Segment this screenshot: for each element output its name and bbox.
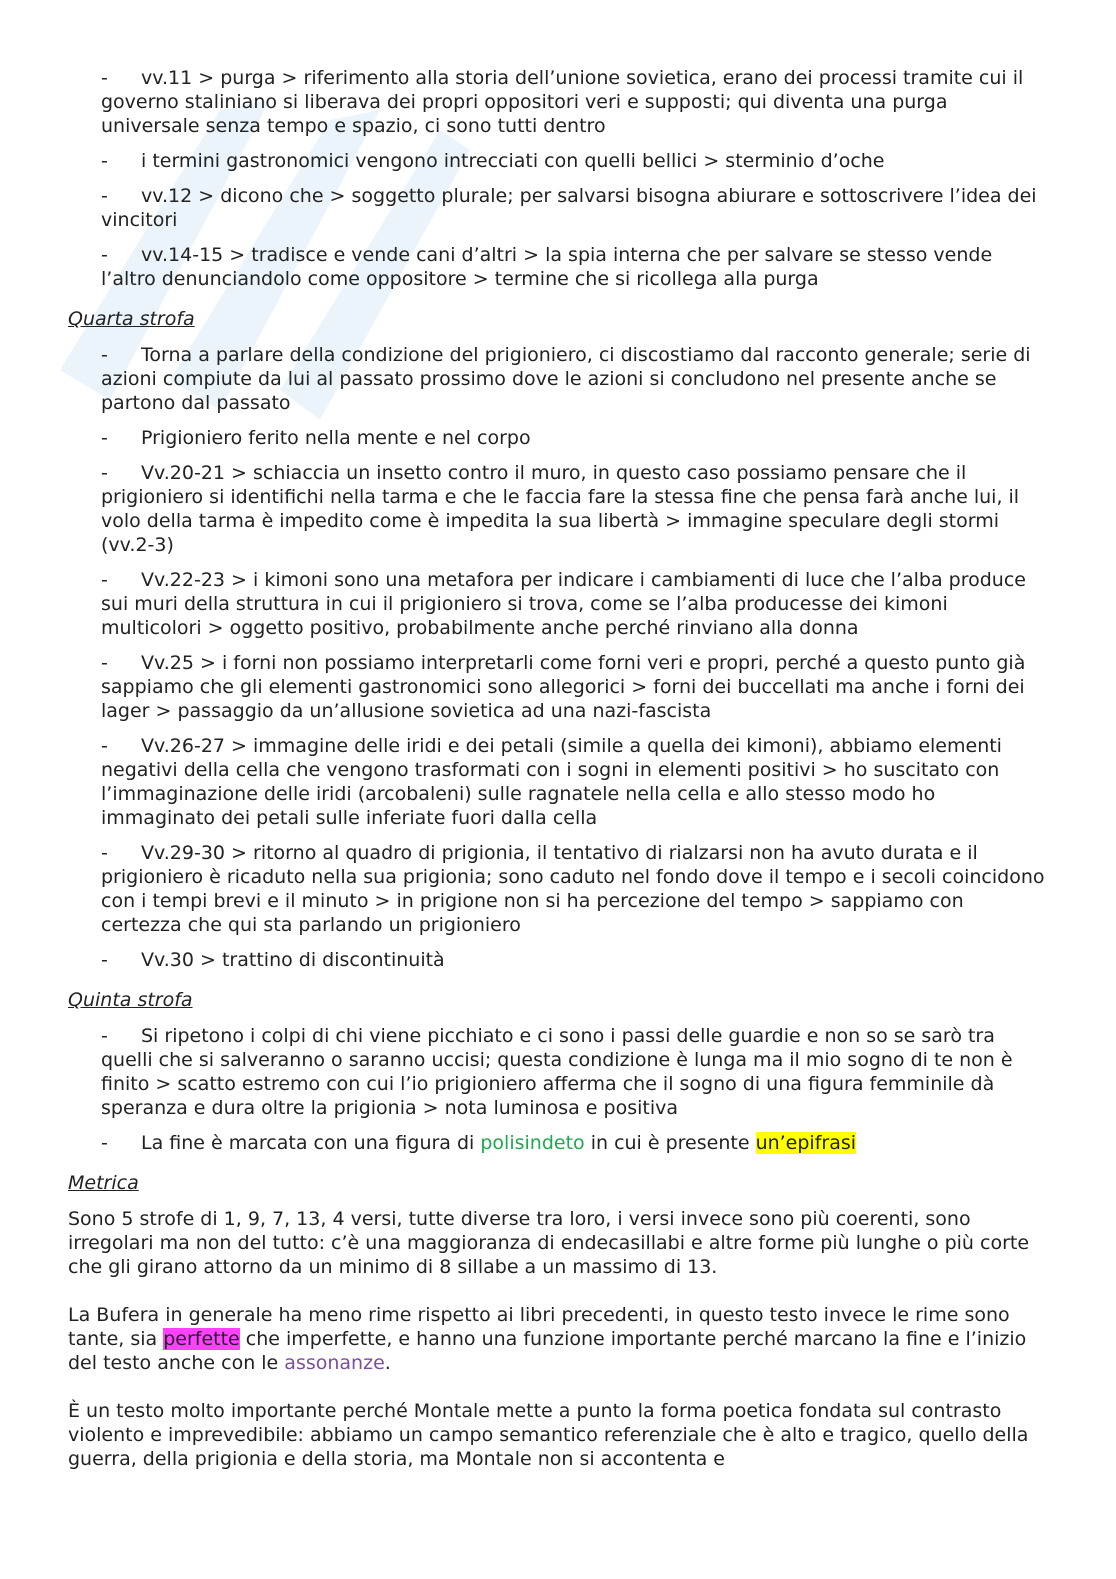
bullet-dash: - [101, 185, 108, 207]
paragraph: È un testo molto importante perché Montale mette a punto la forma poetica fondata sul contrasto violento e imprevedibile: abbiamo un campo semantico referenziale che è alto e tragico, quello della guerra, della prigionia e della storia, ma Montale non si accontenta e [68, 1400, 1029, 1470]
list-item [68, 568, 1048, 640]
list-item-text: vv.14-15 > tradisce e vende cani d’altri > la spia interna che per salvare se stesso vende l’altro denunciandolo come oppositore > termine che si ricollega alla purga [101, 244, 993, 290]
bullet-dash: - [101, 842, 108, 864]
list-item [68, 841, 1048, 937]
paragraph: La Bufera in generale ha meno rime rispetto ai libri precedenti, in questo testo invece le rime sono tante, sia perfette che imperfette, e hanno una funzione importante perché marcano la fine e l’inizio del testo anche con le assonanze. [68, 1304, 1027, 1374]
list-item [68, 343, 1048, 415]
section-heading-quinta-strofa: Quinta strofa [68, 989, 193, 1011]
bullet-dash: - [101, 1132, 108, 1154]
highlight-epifrasi: un’epifrasi [755, 1132, 857, 1154]
list-item-text: Vv.22-23 > i kimoni sono una metafora per indicare i cambiamenti di luce che l’alba produce sui muri della struttura in cui il prigioniero si trova, come se l’alba producesse dei kimoni multicolori > oggetto positivo, probabilmente anche perché rinviano alla donna [101, 569, 1026, 639]
list-item [68, 184, 1048, 232]
list-item-text: Vv.25 > i forni non possiamo interpretarli come forni veri e propri, perché a questo punto già sappiamo che gli elementi gastronomici sono allegorici > forni dei buccellati ma anche i forni dei lager > passaggio da un’allusione sovietica ad una nazi-fascista [101, 652, 1026, 722]
list-item [68, 1131, 1048, 1155]
list-item [68, 66, 1048, 138]
bullet-dash: - [101, 1025, 108, 1047]
list-item-text: Vv.26-27 > immagine delle iridi e dei petali (simile a quella dei kimoni), abbiamo elementi negativi della cella che vengono trasformati con i sogni in elementi positivi > ho suscitato con l’immaginazione delle iridi (arcobaleni) sulle ragnatele nella cella e allo stesso modo ho immaginato dei petali sulle inferiate fuori dalla cella [101, 735, 1002, 829]
bullet-dash: - [101, 150, 108, 172]
paragraph: Sono 5 strofe di 1, 9, 7, 13, 4 versi, tutte diverse tra loro, i versi invece sono più coerenti, sono irregolari ma non del tutto: c’è una maggioranza di endecasillabi e altre forme più lunghe o più corte che gli girano attorno da un minimo di 8 sillabe a un massimo di 13. [68, 1208, 1030, 1278]
bullet-dash: - [101, 949, 108, 971]
bullet-dash: - [101, 244, 108, 266]
highlight-assonanze: assonanze [284, 1352, 385, 1374]
list-item [68, 734, 1048, 830]
bullet-dash: - [101, 427, 108, 449]
bullet-dash: - [101, 569, 108, 591]
section-heading-quarta-strofa: Quarta strofa [68, 308, 195, 330]
list-item [68, 149, 1048, 173]
list-item [68, 651, 1048, 723]
list-item-text: Vv.30 > trattino di discontinuità [141, 949, 445, 971]
bullet-dash: - [101, 344, 108, 366]
list-item-text: vv.11 > purga > riferimento alla storia dell’unione sovietica, erano dei processi tramite cui il governo staliniano si liberava dei propri oppositori veri e supposti; qui diventa una purga universale senza tempo e spazio, ci sono tutti dentro [101, 67, 1024, 137]
section-heading-metrica: Metrica [68, 1172, 139, 1194]
list-item-text: i termini gastronomici vengono intrecciati con quelli bellici > sterminio d’oche [141, 150, 885, 172]
bullet-dash: - [101, 462, 108, 484]
list-item-text: Prigioniero ferito nella mente e nel corpo [141, 427, 531, 449]
list-item [68, 1024, 1048, 1120]
list-item [68, 426, 1048, 450]
list-item-text: vv.12 > dicono che > soggetto plurale; per salvarsi bisogna abiurare e sottoscrivere l’idea dei vincitori [101, 185, 1037, 231]
bullet-dash: - [101, 652, 108, 674]
list-item-text: Torna a parlare della condizione del prigioniero, ci discostiamo dal racconto generale; serie di azioni compiute da lui al passato prossimo dove le azioni si concludono nel presente anche se partono dal passato [101, 344, 1031, 414]
highlight-perfette: perfette [163, 1328, 240, 1350]
highlight-polisindeto: polisindeto [480, 1132, 585, 1154]
document-content [68, 66, 1048, 1495]
list-item-text: Si ripetono i colpi di chi viene picchiato e ci sono i passi delle guardie e non so se sarò tra quelli che si salveranno o saranno uccisi; questa condizione è lunga ma il mio sogno di te non è finito > scatto estremo con cui l’io prigioniero afferma che il sogno di una figura femminile dà speranza e dura oltre la prigionia > nota luminosa e positiva [101, 1025, 1013, 1119]
bullet-dash: - [101, 67, 108, 89]
list-item [68, 243, 1048, 291]
list-item [68, 948, 1048, 972]
list-item [68, 461, 1048, 557]
list-item-text: Vv.29-30 > ritorno al quadro di prigionia, il tentativo di rialzarsi non ha avuto durata e il prigioniero è ricaduto nella sua prigionia; sono caduto nel fondo dove il tempo e i secoli coincidono con i tempi brevi e il minuto > in prigione non si ha percezione del tempo > sappiamo con certezza che qui sta parlando un prigioniero [101, 842, 1045, 936]
bullet-dash: - [101, 735, 108, 757]
list-item-text: Vv.20-21 > schiaccia un insetto contro il muro, in questo caso possiamo pensare che il prigioniero si identifichi nella tarma e che le faccia fare la stessa fine che pensa farà anche lui, il volo della tarma è impedito come è impedita la sua libertà > immagine speculare degli stormi (vv.2-3) [101, 462, 1020, 556]
list-item-text: La fine è marcata con una figura di polisindeto in cui è presente un’epifrasi [141, 1132, 857, 1154]
